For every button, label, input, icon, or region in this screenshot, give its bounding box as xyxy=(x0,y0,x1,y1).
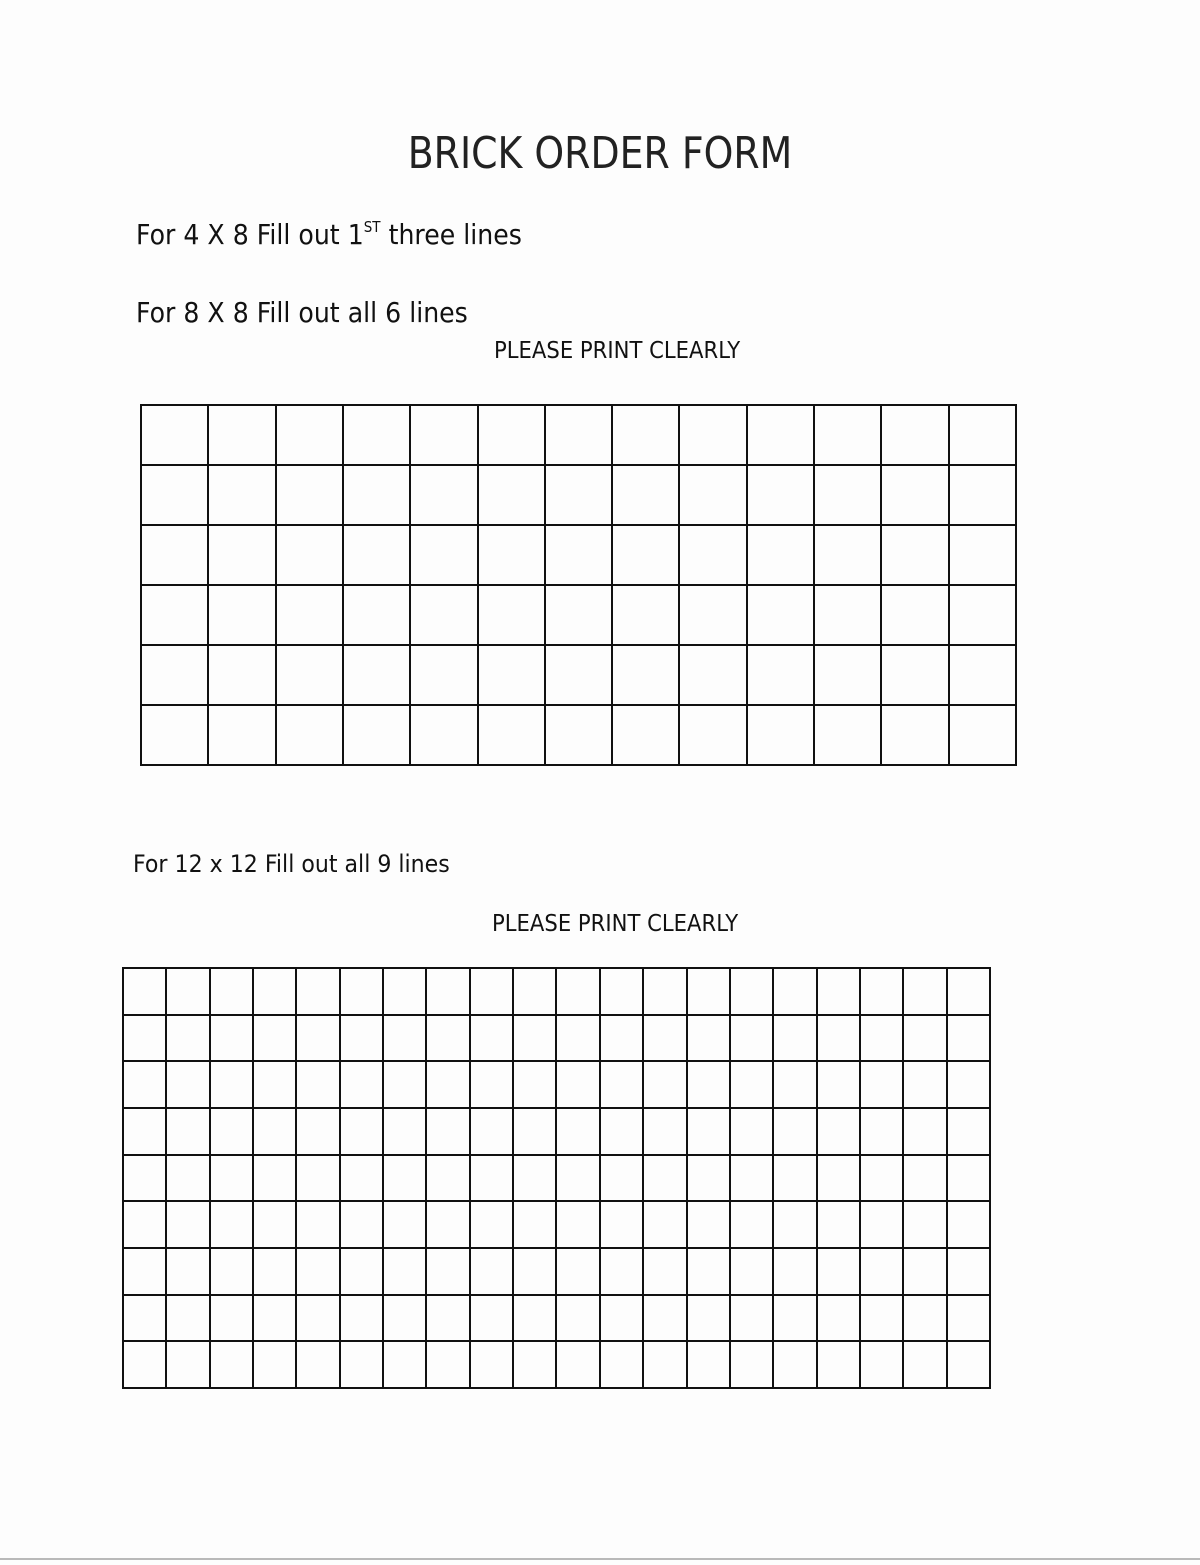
letter-box[interactable] xyxy=(277,406,344,466)
letter-box[interactable] xyxy=(254,1109,297,1156)
letter-box[interactable] xyxy=(297,969,340,1016)
letter-box[interactable] xyxy=(546,466,613,526)
letter-box[interactable] xyxy=(818,1062,861,1109)
letter-box[interactable] xyxy=(904,1342,947,1389)
letter-box[interactable] xyxy=(384,1109,427,1156)
letter-box[interactable] xyxy=(557,1296,600,1343)
letter-box[interactable] xyxy=(514,969,557,1016)
letter-box[interactable] xyxy=(904,1109,947,1156)
letter-box[interactable] xyxy=(815,706,882,766)
letter-box[interactable] xyxy=(815,406,882,466)
letter-box[interactable] xyxy=(211,1202,254,1249)
letter-box[interactable] xyxy=(341,1109,384,1156)
letter-box[interactable] xyxy=(514,1016,557,1063)
letter-box[interactable] xyxy=(882,466,949,526)
letter-box[interactable] xyxy=(688,1109,731,1156)
letter-box[interactable] xyxy=(344,466,411,526)
letter-box[interactable] xyxy=(613,646,680,706)
letter-box[interactable] xyxy=(211,1062,254,1109)
letter-box[interactable] xyxy=(124,1016,167,1063)
letter-box[interactable] xyxy=(950,586,1017,646)
letter-box[interactable] xyxy=(384,1062,427,1109)
letter-box[interactable] xyxy=(514,1156,557,1203)
letter-box[interactable] xyxy=(882,526,949,586)
letter-box[interactable] xyxy=(904,1062,947,1109)
letter-box[interactable] xyxy=(142,526,209,586)
letter-box[interactable] xyxy=(471,1342,514,1389)
letter-box[interactable] xyxy=(748,646,815,706)
letter-box[interactable] xyxy=(861,1062,904,1109)
letter-box[interactable] xyxy=(254,1016,297,1063)
letter-box[interactable] xyxy=(341,1016,384,1063)
letter-box[interactable] xyxy=(211,1342,254,1389)
letter-box[interactable] xyxy=(613,706,680,766)
letter-box[interactable] xyxy=(861,1109,904,1156)
letter-box[interactable] xyxy=(546,706,613,766)
letter-box[interactable] xyxy=(688,1156,731,1203)
letter-box[interactable] xyxy=(344,586,411,646)
letter-box[interactable] xyxy=(861,1156,904,1203)
letter-box[interactable] xyxy=(211,969,254,1016)
letter-box[interactable] xyxy=(613,466,680,526)
letter-grid-8x8 xyxy=(140,404,1017,766)
letter-box[interactable] xyxy=(904,1296,947,1343)
letter-box[interactable] xyxy=(167,1342,210,1389)
letter-box[interactable] xyxy=(601,1016,644,1063)
letter-box[interactable] xyxy=(167,1296,210,1343)
letter-box[interactable] xyxy=(341,1156,384,1203)
letter-box[interactable] xyxy=(601,1202,644,1249)
letter-box[interactable] xyxy=(731,1342,774,1389)
letter-box[interactable] xyxy=(818,1342,861,1389)
letter-box[interactable] xyxy=(124,1156,167,1203)
letter-box[interactable] xyxy=(644,1296,687,1343)
letter-box[interactable] xyxy=(861,1016,904,1063)
letter-box[interactable] xyxy=(688,1016,731,1063)
letter-box[interactable] xyxy=(209,646,276,706)
letter-box[interactable] xyxy=(514,1062,557,1109)
letter-box[interactable] xyxy=(731,1109,774,1156)
letter-box[interactable] xyxy=(514,1342,557,1389)
letter-box[interactable] xyxy=(948,1016,991,1063)
letter-box[interactable] xyxy=(948,1062,991,1109)
letter-box[interactable] xyxy=(167,1156,210,1203)
letter-box[interactable] xyxy=(557,1016,600,1063)
letter-box[interactable] xyxy=(601,1109,644,1156)
letter-box[interactable] xyxy=(211,1296,254,1343)
letter-box[interactable] xyxy=(211,1156,254,1203)
letter-box[interactable] xyxy=(748,466,815,526)
letter-box[interactable] xyxy=(297,1296,340,1343)
letter-box[interactable] xyxy=(344,526,411,586)
letter-box[interactable] xyxy=(167,1249,210,1296)
letter-box[interactable] xyxy=(344,706,411,766)
letter-box[interactable] xyxy=(731,1249,774,1296)
letter-box[interactable] xyxy=(254,1156,297,1203)
letter-box[interactable] xyxy=(471,1109,514,1156)
letter-box[interactable] xyxy=(209,466,276,526)
instruction-4x8-superscript: ST xyxy=(363,218,381,236)
letter-box[interactable] xyxy=(688,1202,731,1249)
letter-box[interactable] xyxy=(680,586,747,646)
letter-box[interactable] xyxy=(774,1296,817,1343)
letter-box[interactable] xyxy=(644,1156,687,1203)
letter-box[interactable] xyxy=(601,1062,644,1109)
letter-box[interactable] xyxy=(411,526,478,586)
letter-box[interactable] xyxy=(774,1062,817,1109)
letter-box[interactable] xyxy=(557,1062,600,1109)
letter-box[interactable] xyxy=(644,1249,687,1296)
letter-box[interactable] xyxy=(277,466,344,526)
letter-box[interactable] xyxy=(904,1249,947,1296)
letter-box[interactable] xyxy=(680,706,747,766)
letter-box[interactable] xyxy=(731,1202,774,1249)
letter-box[interactable] xyxy=(748,706,815,766)
letter-box[interactable] xyxy=(471,1249,514,1296)
instruction-4x8-text: For 4 X 8 Fill out 1 xyxy=(136,218,364,251)
letter-box[interactable] xyxy=(882,706,949,766)
letter-box[interactable] xyxy=(297,1016,340,1063)
letter-box[interactable] xyxy=(411,466,478,526)
letter-box[interactable] xyxy=(882,406,949,466)
letter-box[interactable] xyxy=(644,1062,687,1109)
letter-box[interactable] xyxy=(124,969,167,1016)
letter-box[interactable] xyxy=(297,1202,340,1249)
letter-box[interactable] xyxy=(124,1109,167,1156)
instruction-4x8-suffix: three lines xyxy=(380,218,522,251)
letter-box[interactable] xyxy=(277,646,344,706)
letter-box[interactable] xyxy=(680,466,747,526)
letter-box[interactable] xyxy=(297,1109,340,1156)
letter-box[interactable] xyxy=(209,586,276,646)
letter-box[interactable] xyxy=(644,1202,687,1249)
letter-box[interactable] xyxy=(815,646,882,706)
letter-box[interactable] xyxy=(471,1062,514,1109)
letter-box[interactable] xyxy=(546,586,613,646)
letter-box[interactable] xyxy=(384,1016,427,1063)
letter-box[interactable] xyxy=(950,466,1017,526)
letter-box[interactable] xyxy=(748,586,815,646)
letter-box[interactable] xyxy=(948,1296,991,1343)
letter-box[interactable] xyxy=(384,1156,427,1203)
letter-box[interactable] xyxy=(471,1296,514,1343)
letter-box[interactable] xyxy=(861,969,904,1016)
letter-box[interactable] xyxy=(297,1062,340,1109)
letter-box[interactable] xyxy=(471,1202,514,1249)
letter-box[interactable] xyxy=(167,1109,210,1156)
letter-box[interactable] xyxy=(142,406,209,466)
letter-box[interactable] xyxy=(950,526,1017,586)
letter-box[interactable] xyxy=(601,1156,644,1203)
letter-box[interactable] xyxy=(948,1202,991,1249)
letter-box[interactable] xyxy=(882,646,949,706)
letter-box[interactable] xyxy=(341,1202,384,1249)
letter-box[interactable] xyxy=(384,1249,427,1296)
letter-box[interactable] xyxy=(341,1342,384,1389)
letter-box[interactable] xyxy=(142,646,209,706)
letter-box[interactable] xyxy=(479,646,546,706)
letter-box[interactable] xyxy=(277,526,344,586)
letter-box[interactable] xyxy=(211,1109,254,1156)
letter-box[interactable] xyxy=(341,1062,384,1109)
letter-box[interactable] xyxy=(818,1156,861,1203)
letter-box[interactable] xyxy=(557,1342,600,1389)
letter-box[interactable] xyxy=(680,406,747,466)
letter-box[interactable] xyxy=(861,1296,904,1343)
letter-box[interactable] xyxy=(950,706,1017,766)
letter-box[interactable] xyxy=(167,1202,210,1249)
letter-box[interactable] xyxy=(601,1249,644,1296)
letter-box[interactable] xyxy=(254,1296,297,1343)
page-title: BRICK ORDER FORM xyxy=(407,128,793,179)
letter-box[interactable] xyxy=(818,1016,861,1063)
letter-box[interactable] xyxy=(297,1249,340,1296)
letter-box[interactable] xyxy=(167,1062,210,1109)
letter-box[interactable] xyxy=(124,1249,167,1296)
letter-box[interactable] xyxy=(254,1202,297,1249)
letter-box[interactable] xyxy=(471,1016,514,1063)
letter-box[interactable] xyxy=(514,1109,557,1156)
letter-box[interactable] xyxy=(411,406,478,466)
letter-box[interactable] xyxy=(384,1296,427,1343)
letter-box[interactable] xyxy=(882,586,949,646)
letter-box[interactable] xyxy=(731,1016,774,1063)
letter-box[interactable] xyxy=(142,466,209,526)
letter-box[interactable] xyxy=(688,1296,731,1343)
letter-box[interactable] xyxy=(142,706,209,766)
letter-box[interactable] xyxy=(950,406,1017,466)
letter-box[interactable] xyxy=(341,1249,384,1296)
letter-box[interactable] xyxy=(479,466,546,526)
letter-box[interactable] xyxy=(124,1202,167,1249)
letter-box[interactable] xyxy=(297,1156,340,1203)
letter-box[interactable] xyxy=(601,1342,644,1389)
letter-box[interactable] xyxy=(818,1249,861,1296)
letter-box[interactable] xyxy=(613,526,680,586)
letter-box[interactable] xyxy=(427,1062,470,1109)
letter-box[interactable] xyxy=(774,1202,817,1249)
letter-box[interactable] xyxy=(557,969,600,1016)
letter-box[interactable] xyxy=(479,406,546,466)
letter-box[interactable] xyxy=(427,1342,470,1389)
letter-box[interactable] xyxy=(277,586,344,646)
letter-box[interactable] xyxy=(479,526,546,586)
letter-box[interactable] xyxy=(471,969,514,1016)
letter-box[interactable] xyxy=(774,1109,817,1156)
letter-box[interactable] xyxy=(644,1016,687,1063)
letter-box[interactable] xyxy=(818,1109,861,1156)
letter-box[interactable] xyxy=(254,1342,297,1389)
letter-box[interactable] xyxy=(748,526,815,586)
letter-box[interactable] xyxy=(644,969,687,1016)
letter-box[interactable] xyxy=(344,406,411,466)
letter-box[interactable] xyxy=(297,1342,340,1389)
letter-box[interactable] xyxy=(731,1062,774,1109)
letter-box[interactable] xyxy=(479,586,546,646)
letter-box[interactable] xyxy=(211,1016,254,1063)
letter-box[interactable] xyxy=(818,1202,861,1249)
letter-box[interactable] xyxy=(601,969,644,1016)
letter-box[interactable] xyxy=(427,1296,470,1343)
letter-box[interactable] xyxy=(815,586,882,646)
letter-box[interactable] xyxy=(861,1202,904,1249)
letter-box[interactable] xyxy=(384,1202,427,1249)
letter-box[interactable] xyxy=(904,969,947,1016)
letter-box[interactable] xyxy=(557,1156,600,1203)
letter-box[interactable] xyxy=(557,1249,600,1296)
letter-box[interactable] xyxy=(613,586,680,646)
letter-box[interactable] xyxy=(861,1342,904,1389)
letter-box[interactable] xyxy=(427,1249,470,1296)
letter-box[interactable] xyxy=(948,1249,991,1296)
letter-box[interactable] xyxy=(557,1202,600,1249)
letter-box[interactable] xyxy=(209,526,276,586)
letter-box[interactable] xyxy=(731,1156,774,1203)
letter-box[interactable] xyxy=(861,1249,904,1296)
letter-box[interactable] xyxy=(211,1249,254,1296)
letter-box[interactable] xyxy=(479,706,546,766)
letter-box[interactable] xyxy=(124,1062,167,1109)
letter-box[interactable] xyxy=(731,1296,774,1343)
please-print-clearly-top: PLEASE PRINT CLEARLY xyxy=(494,338,741,364)
letter-box[interactable] xyxy=(142,586,209,646)
letter-box[interactable] xyxy=(427,1109,470,1156)
letter-box[interactable] xyxy=(209,706,276,766)
letter-box[interactable] xyxy=(644,1109,687,1156)
letter-box[interactable] xyxy=(644,1342,687,1389)
letter-box[interactable] xyxy=(411,706,478,766)
letter-box[interactable] xyxy=(514,1296,557,1343)
letter-box[interactable] xyxy=(341,969,384,1016)
instruction-12x12: For 12 x 12 Fill out all 9 lines xyxy=(133,850,450,878)
letter-box[interactable] xyxy=(748,406,815,466)
letter-box[interactable] xyxy=(904,1016,947,1063)
letter-box[interactable] xyxy=(514,1249,557,1296)
letter-box[interactable] xyxy=(124,1296,167,1343)
letter-box[interactable] xyxy=(948,969,991,1016)
scan-edge-line xyxy=(0,1558,1200,1560)
letter-box[interactable] xyxy=(950,646,1017,706)
letter-box[interactable] xyxy=(613,406,680,466)
letter-box[interactable] xyxy=(818,969,861,1016)
letter-box[interactable] xyxy=(731,969,774,1016)
letter-box[interactable] xyxy=(818,1296,861,1343)
letter-box[interactable] xyxy=(471,1156,514,1203)
letter-box[interactable] xyxy=(546,646,613,706)
letter-box[interactable] xyxy=(546,406,613,466)
letter-box[interactable] xyxy=(557,1109,600,1156)
letter-box[interactable] xyxy=(427,1156,470,1203)
letter-box[interactable] xyxy=(546,526,613,586)
letter-box[interactable] xyxy=(344,646,411,706)
letter-box[interactable] xyxy=(167,1016,210,1063)
please-print-clearly-bottom: PLEASE PRINT CLEARLY xyxy=(492,911,739,937)
letter-box[interactable] xyxy=(774,969,817,1016)
letter-box[interactable] xyxy=(688,969,731,1016)
letter-box[interactable] xyxy=(167,969,210,1016)
letter-box[interactable] xyxy=(815,466,882,526)
letter-box[interactable] xyxy=(948,1342,991,1389)
letter-box[interactable] xyxy=(904,1202,947,1249)
letter-box[interactable] xyxy=(341,1296,384,1343)
letter-box[interactable] xyxy=(427,1202,470,1249)
letter-box[interactable] xyxy=(948,1109,991,1156)
letter-box[interactable] xyxy=(411,646,478,706)
letter-box[interactable] xyxy=(384,1342,427,1389)
letter-box[interactable] xyxy=(680,526,747,586)
letter-box[interactable] xyxy=(427,969,470,1016)
letter-box[interactable] xyxy=(904,1156,947,1203)
instruction-4x8 xyxy=(136,218,522,251)
letter-box[interactable] xyxy=(688,1342,731,1389)
letter-box[interactable] xyxy=(277,706,344,766)
letter-box[interactable] xyxy=(774,1249,817,1296)
letter-box[interactable] xyxy=(124,1342,167,1389)
letter-box[interactable] xyxy=(427,1016,470,1063)
letter-box[interactable] xyxy=(948,1156,991,1203)
letter-box[interactable] xyxy=(411,586,478,646)
letter-grid-12x12 xyxy=(122,967,991,1389)
letter-box[interactable] xyxy=(601,1296,644,1343)
letter-box[interactable] xyxy=(815,526,882,586)
letter-box[interactable] xyxy=(254,1249,297,1296)
letter-box[interactable] xyxy=(774,1156,817,1203)
letter-box[interactable] xyxy=(774,1342,817,1389)
instruction-8x8: For 8 X 8 Fill out all 6 lines xyxy=(136,296,468,329)
letter-box[interactable] xyxy=(209,406,276,466)
letter-box[interactable] xyxy=(384,969,427,1016)
letter-box[interactable] xyxy=(688,1249,731,1296)
letter-box[interactable] xyxy=(254,1062,297,1109)
letter-box[interactable] xyxy=(254,969,297,1016)
letter-box[interactable] xyxy=(774,1016,817,1063)
letter-box[interactable] xyxy=(688,1062,731,1109)
letter-box[interactable] xyxy=(680,646,747,706)
letter-box[interactable] xyxy=(514,1202,557,1249)
